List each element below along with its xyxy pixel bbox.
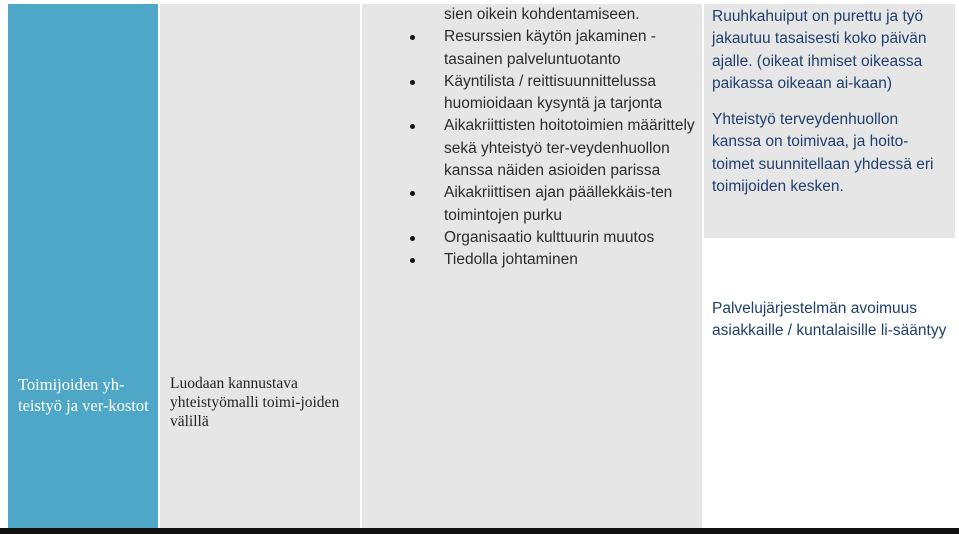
goal-label: Luodaan kannustava yhteistyömalli toimi-joiden välillä bbox=[170, 375, 340, 430]
bullet-icon bbox=[410, 35, 415, 40]
bullet-icon bbox=[410, 80, 415, 85]
list-item bbox=[444, 249, 699, 271]
actions-bullet-list bbox=[444, 26, 699, 271]
list-item bbox=[444, 182, 699, 227]
bullet-text: Käyntilista / reittisuunnittelussa huomioidaan kysyntä ja tarjonta bbox=[444, 72, 662, 113]
list-item bbox=[444, 71, 699, 116]
bullet-text: Resurssien käytön jakaminen - tasainen palveluntuotanto bbox=[444, 28, 656, 68]
outcome-paragraph: Yhteistyö terveydenhuollon kanssa on toimivaa, ja hoito-toimet suunnitellaan yhdessä eri toimijoiden kesken. bbox=[712, 111, 934, 196]
theme-label: Toimijoiden yh-teistyö ja ver-kostot bbox=[18, 375, 149, 415]
table-cell-outcomes bbox=[704, 4, 955, 528]
bullet-icon bbox=[410, 191, 415, 196]
outcome-paragraph: Palvelujärjestelmän avoimuus asiakkaille / kuntalaisille li-sääntyy bbox=[712, 300, 947, 340]
outcomes-text bbox=[712, 6, 950, 340]
bullet-text: Aikakriittisen ajan päällekkäis-ten toimintojen purku bbox=[444, 184, 673, 224]
actions-text bbox=[444, 4, 699, 272]
table-cell-actions bbox=[362, 4, 702, 528]
bullet-text: Aikakriittisten hoitotoimien määrittely sekä yhteistyö ter-veydenhuollon kanssa näiden asioiden parissa bbox=[444, 117, 695, 180]
bullet-text: Organisaatio kulttuurin muutos bbox=[444, 228, 655, 246]
table-cell-theme bbox=[8, 4, 158, 528]
actions-intro: sien oikein kohdentamiseen. bbox=[444, 6, 640, 23]
bullet-icon bbox=[410, 258, 415, 263]
list-item bbox=[444, 227, 699, 249]
list-item bbox=[444, 115, 699, 182]
table-bottom-border bbox=[0, 528, 959, 534]
bullet-text: Tiedolla johtaminen bbox=[444, 251, 578, 269]
table-cell-goal bbox=[160, 4, 360, 528]
list-item bbox=[444, 26, 699, 71]
bullet-icon bbox=[410, 124, 415, 129]
bullet-icon bbox=[410, 236, 415, 241]
outcome-paragraph: Ruuhkahuiput on purettu ja työ jakautuu tasaisesti koko päivän ajalle. (oikeat ihmiset oikeassa paikassa oikeaan ai-kaan) bbox=[712, 8, 927, 92]
